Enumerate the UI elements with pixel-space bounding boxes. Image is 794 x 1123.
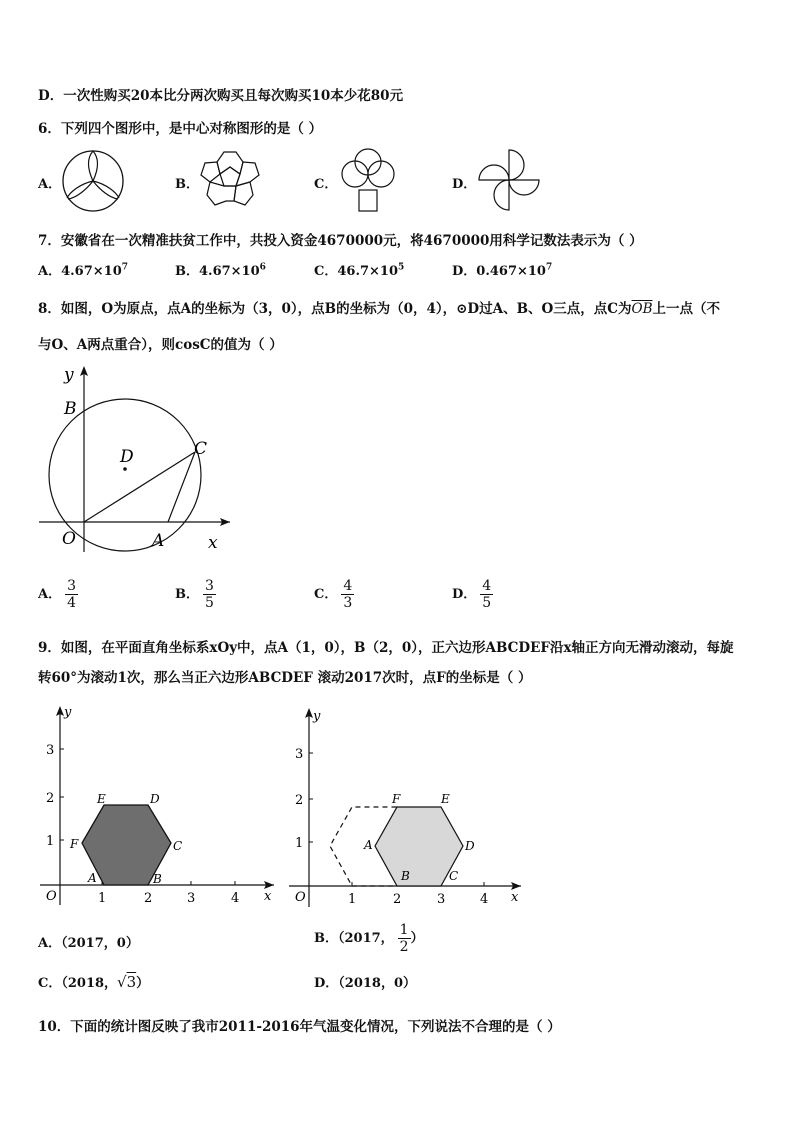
q9-figure-right [285,702,530,910]
q6-figure-a [60,148,128,214]
q9l-label-d: D [150,792,160,806]
q7-option-b: B．$4.67\times 10^6$ [175,262,266,279]
q9r-label-b: B [401,869,410,883]
q6-stem: 6．下列四个图形中，是中心对称图形的是（ ） [38,121,323,137]
q6-option-a-label: A． [38,177,62,192]
q9-option-b: B．（2017， $\frac{1}{2}$ ） [314,922,424,955]
q9r-tick-1: 1 [348,892,357,907]
q9-option-c: C．（2018，√3） [38,973,150,991]
q6-option-c-label: C． [314,177,338,192]
q9l-label-x: x [264,889,272,904]
q8-stem-line1: 8．如图，O为原点，点A的坐标为（3，0），点B的坐标为（0，4），⊙D过A、B、O三点，点C为$\overline{OB}$上一点（不 [38,301,721,317]
q9l-tick-3x: 3 [187,891,196,906]
q5-option-d: D．一次性购买20本比分两次购买且每次购买10本少花80元 [38,88,404,104]
q9r-label-e: E [441,792,450,806]
q10-stem: 10．下面的统计图反映了我市2011-2016年气温变化情况，下列说法不合理的是（ ） [38,1019,561,1035]
q8-label-c: C [194,439,208,459]
q9l-label-f: F [70,837,79,851]
q9r-tick-2: 2 [393,892,402,907]
q6-figure-d [474,146,544,214]
q9r-tick-1y: 1 [295,836,304,851]
q9r-label-d: D [465,839,475,853]
q9r-label-o: O [295,890,306,905]
q8-label-y: y [64,365,74,385]
q9l-tick-1: 1 [98,891,107,906]
q8-figure [36,362,236,554]
q6-figure-c [335,146,401,214]
q9l-label-c: C [173,839,183,853]
q9l-label-b: B [153,872,162,886]
q9-stem-line1: 9．如图，在平面直角坐标系xOy中，点A（1，0），B（2，0），正六边形ABCDEF沿x轴正方向无滑动滚动，每旋 [38,640,734,656]
q8-label-d: D [120,447,134,467]
q9r-label-a: A [364,838,373,852]
q7-option-d: D．$0.467\times 10^7$ [452,262,553,279]
q8-label-x: x [208,533,218,553]
q9-option-a: A．（2017，0） [38,936,139,951]
q9r-tick-3x: 3 [437,892,446,907]
q9l-tick-2y: 2 [46,791,55,806]
q9l-label-a: A [88,871,97,885]
q8-label-o: O [62,529,76,549]
q7-stem: 7．安徽省在一次精准扶贫工作中，共投入资金4670000元，将4670000用科学记数法表示为（ ） [38,233,643,249]
q9-stem-line2: 转60°为滚动1次，那么当正六边形ABCDEF 滚动2017次时，点F的坐标是（ ） [38,670,532,686]
q6-option-b-label: B． [175,177,199,192]
q9r-label-x: x [511,890,519,905]
q6-option-d-label: D． [452,177,477,192]
q8-stem-line2: 与O、A两点重合），则cosC的值为（ ） [38,337,283,353]
q9l-tick-4: 4 [231,891,240,906]
q8-option-b: B． $\frac{3}{5}$ [175,578,214,611]
q9r-tick-3: 3 [295,747,304,762]
q9l-label-y: y [64,705,72,720]
q7-option-c: C．$46.7\times 10^5$ [314,262,405,279]
q6-figure-b [195,147,265,215]
q9r-label-f: F [392,792,401,806]
q9l-label-e: E [97,792,106,806]
q9r-tick-4: 4 [480,892,489,907]
q7-option-a: A．$4.67\times 10^7$ [38,262,129,279]
q9r-label-y: y [313,709,321,724]
q9l-tick-1y: 1 [46,834,55,849]
q8-option-a: A． $\frac{3}{4}$ [38,578,77,611]
q9r-label-c: C [449,869,459,883]
q8-option-c: C． $\frac{4}{3}$ [314,578,353,611]
q9l-tick-3: 3 [46,743,55,758]
q9-option-d: D．（2018，0） [314,976,417,991]
q9l-label-o: O [46,889,57,904]
q9l-tick-2: 2 [144,891,153,906]
q8-option-d: D． $\frac{4}{5}$ [452,578,492,611]
q9r-tick-2y: 2 [295,793,304,808]
q8-label-a: A [152,531,165,551]
q9-figure-left [36,700,281,908]
q8-arc-ob: $\overline{OB}$ [631,301,653,317]
q8-label-b: B [64,399,77,419]
